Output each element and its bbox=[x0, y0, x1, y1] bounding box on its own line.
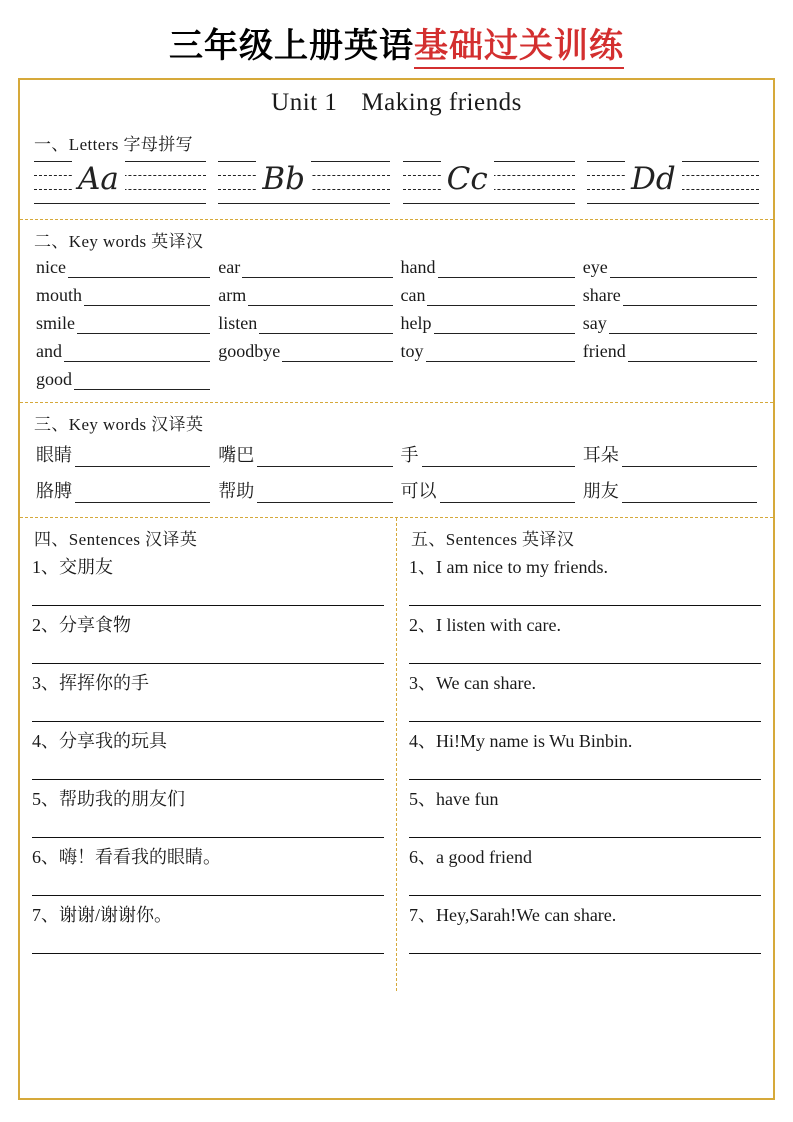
word-label: hand bbox=[400, 257, 436, 277]
answer-blank[interactable] bbox=[434, 317, 575, 334]
sentence-item bbox=[32, 902, 384, 954]
answer-line[interactable] bbox=[32, 870, 384, 896]
answer-line[interactable] bbox=[32, 638, 384, 664]
answer-blank[interactable] bbox=[75, 450, 210, 467]
word-label: arm bbox=[218, 285, 247, 305]
sentence-prompt: 1、交朋友 bbox=[32, 557, 113, 577]
answer-blank[interactable] bbox=[609, 317, 757, 334]
word-label: goodbye bbox=[218, 341, 281, 361]
page-title-plain: 三年级上册英语 bbox=[169, 26, 414, 66]
sentence-item bbox=[409, 844, 761, 896]
word-label: help bbox=[400, 313, 432, 333]
page-title-accent: 基础过关训练 bbox=[414, 26, 624, 69]
sentence-prompt: 6、a good friend bbox=[409, 847, 532, 867]
answer-blank[interactable] bbox=[248, 289, 392, 306]
answer-blank[interactable] bbox=[622, 486, 757, 503]
sentence-prompt: 3、We can share. bbox=[409, 673, 536, 693]
answer-blank[interactable] bbox=[623, 289, 757, 306]
letter-practice-cell[interactable] bbox=[34, 159, 206, 205]
word-item[interactable] bbox=[583, 477, 757, 503]
letter-glyph: Aa bbox=[72, 157, 125, 201]
sentence-prompt: 2、分享食物 bbox=[32, 615, 131, 635]
word-item[interactable] bbox=[401, 341, 575, 362]
word-item[interactable] bbox=[36, 285, 210, 306]
word-item[interactable] bbox=[401, 257, 575, 278]
word-label: 朋友 bbox=[582, 481, 619, 501]
answer-blank[interactable] bbox=[282, 345, 392, 362]
sentence-item bbox=[32, 844, 384, 896]
word-item[interactable] bbox=[583, 285, 757, 306]
word-label: 胳膊 bbox=[36, 481, 72, 501]
word-item[interactable] bbox=[36, 369, 210, 390]
sentence-item bbox=[32, 612, 384, 664]
word-label: 帮助 bbox=[218, 481, 255, 501]
answer-blank[interactable] bbox=[257, 486, 392, 503]
unit-name: Making friends bbox=[361, 89, 522, 116]
section-sentences-en-cn-heading: 五、Sentences 英译汉 bbox=[411, 530, 575, 549]
section-key-words-en-cn bbox=[20, 219, 773, 402]
sentence-item bbox=[409, 670, 761, 722]
answer-line[interactable] bbox=[32, 580, 384, 606]
answer-line[interactable] bbox=[409, 754, 761, 780]
word-item[interactable] bbox=[218, 441, 392, 467]
answer-blank[interactable] bbox=[438, 261, 575, 278]
sentence-item bbox=[32, 728, 384, 780]
word-item[interactable] bbox=[401, 313, 575, 334]
word-item[interactable] bbox=[583, 313, 757, 334]
letter-glyph: Bb bbox=[256, 157, 311, 201]
letter-practice-cell[interactable] bbox=[403, 159, 575, 205]
answer-blank[interactable] bbox=[74, 373, 210, 390]
sentence-item bbox=[409, 728, 761, 780]
word-label: 可以 bbox=[400, 481, 437, 501]
letter-glyph: Cc bbox=[441, 157, 494, 201]
word-label: friend bbox=[582, 341, 626, 361]
word-item[interactable] bbox=[583, 257, 757, 278]
answer-blank[interactable] bbox=[622, 450, 757, 467]
answer-line[interactable] bbox=[409, 580, 761, 606]
word-label: 眼睛 bbox=[36, 445, 72, 465]
word-label: ear bbox=[218, 257, 241, 277]
sentence-prompt: 3、挥挥你的手 bbox=[32, 673, 149, 693]
answer-line[interactable] bbox=[32, 928, 384, 954]
word-grid-en-cn bbox=[32, 254, 761, 396]
answer-blank[interactable] bbox=[64, 345, 210, 362]
sentence-item bbox=[409, 786, 761, 838]
word-label: say bbox=[582, 313, 607, 333]
letter-practice-cell[interactable] bbox=[218, 159, 390, 205]
sentence-item bbox=[32, 786, 384, 838]
word-item[interactable] bbox=[583, 441, 757, 467]
section-sentences-cn-en bbox=[20, 518, 397, 991]
word-item[interactable] bbox=[401, 285, 575, 306]
word-item[interactable] bbox=[401, 477, 575, 503]
sentences-area bbox=[20, 517, 773, 991]
letter-practice-cell[interactable] bbox=[587, 159, 759, 205]
sentence-item bbox=[32, 554, 384, 606]
word-label: nice bbox=[36, 257, 66, 277]
sentence-list-en-cn bbox=[409, 552, 761, 954]
sentence-prompt: 5、帮助我的朋友们 bbox=[32, 789, 185, 809]
word-item[interactable] bbox=[401, 441, 575, 467]
word-label: toy bbox=[400, 341, 424, 361]
section-sentences-en-cn bbox=[397, 518, 773, 991]
word-label: share bbox=[582, 285, 621, 305]
section-letters-heading: 一、Letters 字母拼写 bbox=[34, 135, 194, 154]
word-label: 嘴巴 bbox=[218, 445, 255, 465]
word-item[interactable] bbox=[36, 257, 210, 278]
answer-line[interactable] bbox=[409, 638, 761, 664]
answer-line[interactable] bbox=[409, 928, 761, 954]
answer-blank[interactable] bbox=[426, 345, 575, 362]
answer-line[interactable] bbox=[32, 696, 384, 722]
unit-label: Unit 1 bbox=[271, 89, 338, 116]
worksheet-sheet bbox=[18, 78, 775, 1100]
word-label: and bbox=[36, 341, 62, 361]
section-key-words-cn-en bbox=[20, 402, 773, 517]
word-label: smile bbox=[36, 313, 75, 333]
answer-blank[interactable] bbox=[68, 261, 210, 278]
sentence-prompt: 4、Hi!My name is Wu Binbin. bbox=[409, 731, 633, 751]
answer-blank[interactable] bbox=[427, 289, 574, 306]
word-label: can bbox=[400, 285, 426, 305]
word-item[interactable] bbox=[218, 313, 392, 334]
sentence-item bbox=[409, 612, 761, 664]
word-item[interactable] bbox=[36, 313, 210, 334]
letters-row bbox=[32, 157, 761, 213]
unit-title bbox=[20, 80, 773, 123]
sentence-prompt: 7、谢谢/谢谢你。 bbox=[32, 905, 173, 925]
answer-blank[interactable] bbox=[259, 317, 392, 334]
answer-line[interactable] bbox=[409, 696, 761, 722]
word-item[interactable] bbox=[218, 285, 392, 306]
sentence-item bbox=[409, 554, 761, 606]
word-item[interactable] bbox=[36, 441, 210, 467]
word-label: mouth bbox=[36, 285, 83, 305]
answer-line[interactable] bbox=[32, 754, 384, 780]
answer-blank[interactable] bbox=[257, 450, 392, 467]
answer-blank[interactable] bbox=[84, 289, 210, 306]
word-label: listen bbox=[218, 313, 258, 333]
word-item[interactable] bbox=[218, 341, 392, 362]
answer-line[interactable] bbox=[32, 812, 384, 838]
sentence-prompt: 4、分享我的玩具 bbox=[32, 731, 167, 751]
sentence-prompt: 5、have fun bbox=[409, 789, 499, 809]
answer-blank[interactable] bbox=[628, 345, 757, 362]
answer-blank[interactable] bbox=[75, 486, 210, 503]
page-title bbox=[0, 0, 793, 75]
sentence-item bbox=[409, 902, 761, 954]
sentence-prompt: 1、I am nice to my friends. bbox=[409, 557, 608, 577]
answer-blank[interactable] bbox=[610, 261, 757, 278]
section-en-cn-heading: 二、Key words 英译汉 bbox=[34, 232, 204, 251]
word-item[interactable] bbox=[218, 477, 392, 503]
letter-glyph: Dd bbox=[625, 157, 682, 201]
answer-blank[interactable] bbox=[440, 486, 575, 503]
word-item[interactable] bbox=[36, 477, 210, 503]
answer-blank[interactable] bbox=[422, 450, 575, 467]
answer-blank[interactable] bbox=[77, 317, 210, 334]
answer-line[interactable] bbox=[409, 870, 761, 896]
sentence-list-cn-en bbox=[32, 552, 384, 954]
word-label: eye bbox=[582, 257, 608, 277]
sentence-item bbox=[32, 670, 384, 722]
word-label: 耳朵 bbox=[582, 445, 619, 465]
section-letters bbox=[20, 123, 773, 219]
sentence-prompt: 7、Hey,Sarah!We can share. bbox=[409, 905, 617, 925]
sentence-prompt: 6、嗨！看看我的眼睛。 bbox=[32, 847, 221, 867]
section-sentences-cn-en-heading: 四、Sentences 汉译英 bbox=[34, 530, 198, 549]
word-item[interactable] bbox=[36, 341, 210, 362]
section-cn-en-heading: 三、Key words 汉译英 bbox=[34, 415, 204, 434]
sentence-prompt: 2、I listen with care. bbox=[409, 615, 561, 635]
word-item[interactable] bbox=[218, 257, 392, 278]
answer-line[interactable] bbox=[409, 812, 761, 838]
word-label: good bbox=[36, 369, 72, 389]
word-item[interactable] bbox=[583, 341, 757, 362]
word-label: 手 bbox=[400, 445, 419, 465]
answer-blank[interactable] bbox=[242, 261, 392, 278]
word-grid-cn-en bbox=[32, 437, 761, 511]
